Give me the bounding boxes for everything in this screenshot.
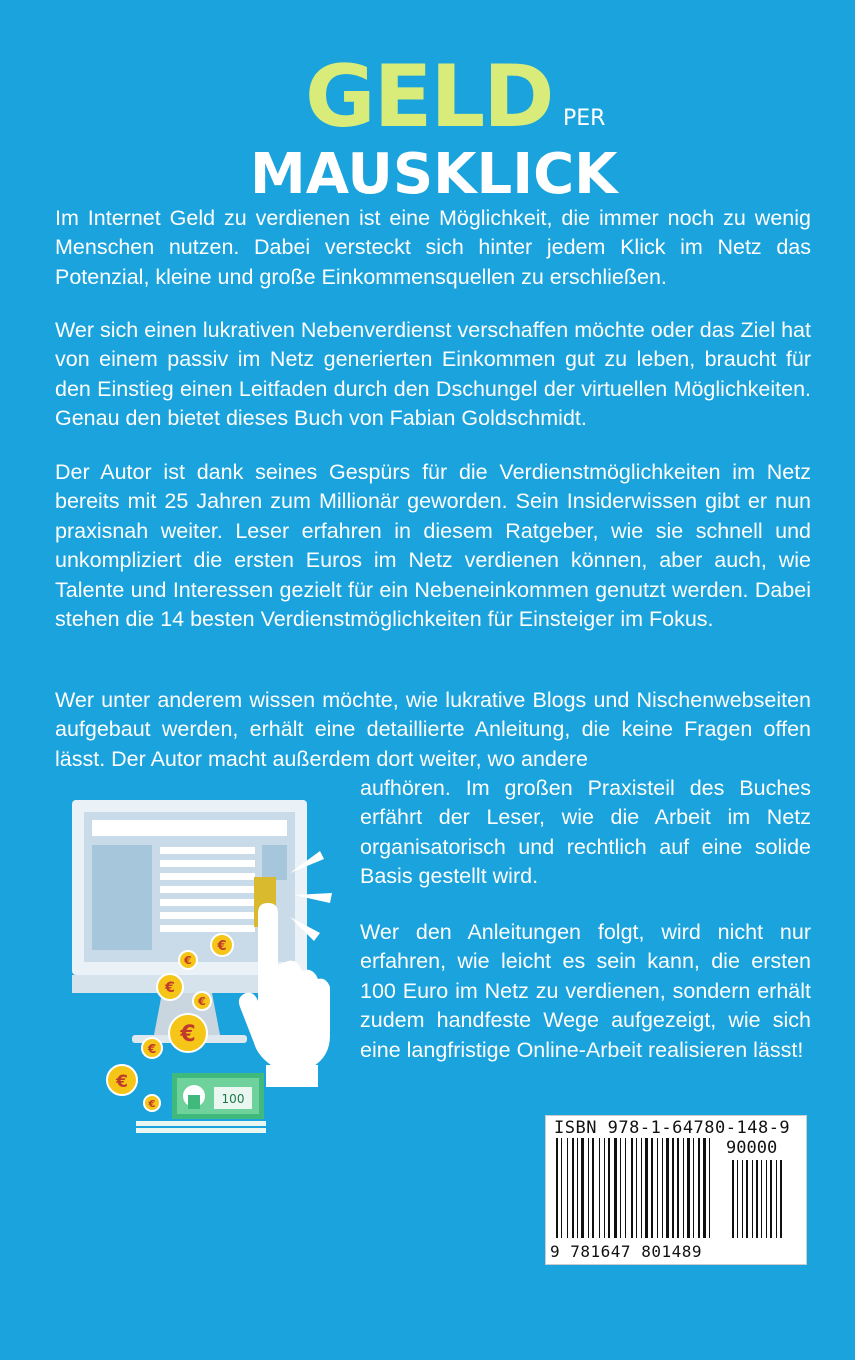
title-geld: GELD bbox=[305, 47, 553, 147]
svg-text:€: € bbox=[180, 1022, 196, 1047]
paragraph-autor: Der Autor ist dank seines Gespürs für die Verdienstmöglichkeiten im Netz bereits mit 25 Jahren zum Millionär geworden. Sein Insiderwissen gibt er nun praxisnah weiter. Leser erfahren in diesem Ratgeber, wie sie schnell und unkompliziert die ersten Euros im Netz verdienen können, aber auch, wie Talente und Interessen gezielt für ein Nebeneinkommen genutzt werden. Dabei stehen die 14 besten Verdienstmöglichkeiten für Einsteiger im Fokus. bbox=[55, 460, 811, 632]
price-code: 90000 bbox=[726, 1138, 778, 1158]
isbn-number: ISBN 978-1-64780-148-9 bbox=[554, 1118, 791, 1138]
paragraph-praxisteil: aufhören. Im großen Praxisteil des Buches erfährt der Leser, wie die Arbeit im Netz organisatorisch und rechtlich auf eine solide Basis gestellt wird. bbox=[360, 776, 811, 889]
paragraph-intro: Im Internet Geld zu verdienen ist eine Möglichkeit, die immer noch zu wenig Menschen nutzen. Dabei versteckt sich hinter jedem Klick im Netz das Potenzial, kleine und große Einkommensquellen zu erschließen. bbox=[55, 206, 811, 289]
paragraph-anleitungen: Wer den Anleitungen folgt, wird nicht nur erfahren, wie leicht es sein kann, die ersten 100 Euro im Netz zu verdienen, sondern erhält zudem handfeste Wege aufgezeigt, wie sich eine langfristige Online-Arbeit realisieren lässt! bbox=[360, 920, 811, 1062]
money-click-illustration bbox=[62, 795, 362, 1135]
paragraph-nebenverdienst: Wer sich einen lukrativen Nebenverdienst verschaffen möchte oder das Ziel hat von einem passiv im Netz generierten Einkommen gut zu leben, braucht für den Einstieg einen Leitfaden durch den Dschungel der virtuellen Möglichkeiten. Genau den bietet dieses Buch von Fabian Goldschmidt. bbox=[55, 318, 811, 431]
barcode-bars-icon bbox=[556, 1138, 796, 1242]
svg-text:€: € bbox=[217, 939, 227, 954]
svg-text:€: € bbox=[198, 995, 206, 1008]
cover-title bbox=[0, 47, 855, 207]
svg-text:€: € bbox=[184, 954, 192, 967]
svg-text:€: € bbox=[147, 1042, 157, 1056]
paragraph-blogs: Wer unter anderem wissen möchte, wie lukrative Blogs und Nischenwebseiten aufgebaut werden, erhält eine detaillierte Anleitung, die keine Fragen offen lässt. Der Autor macht außerdem dort weiter, wo andere bbox=[55, 688, 811, 771]
isbn-barcode bbox=[545, 1115, 807, 1265]
svg-text:€: € bbox=[148, 1099, 156, 1110]
title-per: PER bbox=[563, 106, 606, 131]
title-mausklick: MAUSKLICK bbox=[250, 142, 618, 207]
svg-text:€: € bbox=[116, 1072, 128, 1092]
svg-text:€: € bbox=[165, 980, 175, 996]
svg-text:100: 100 bbox=[221, 1092, 245, 1106]
ean-number: 9 781647 801489 bbox=[550, 1242, 702, 1261]
